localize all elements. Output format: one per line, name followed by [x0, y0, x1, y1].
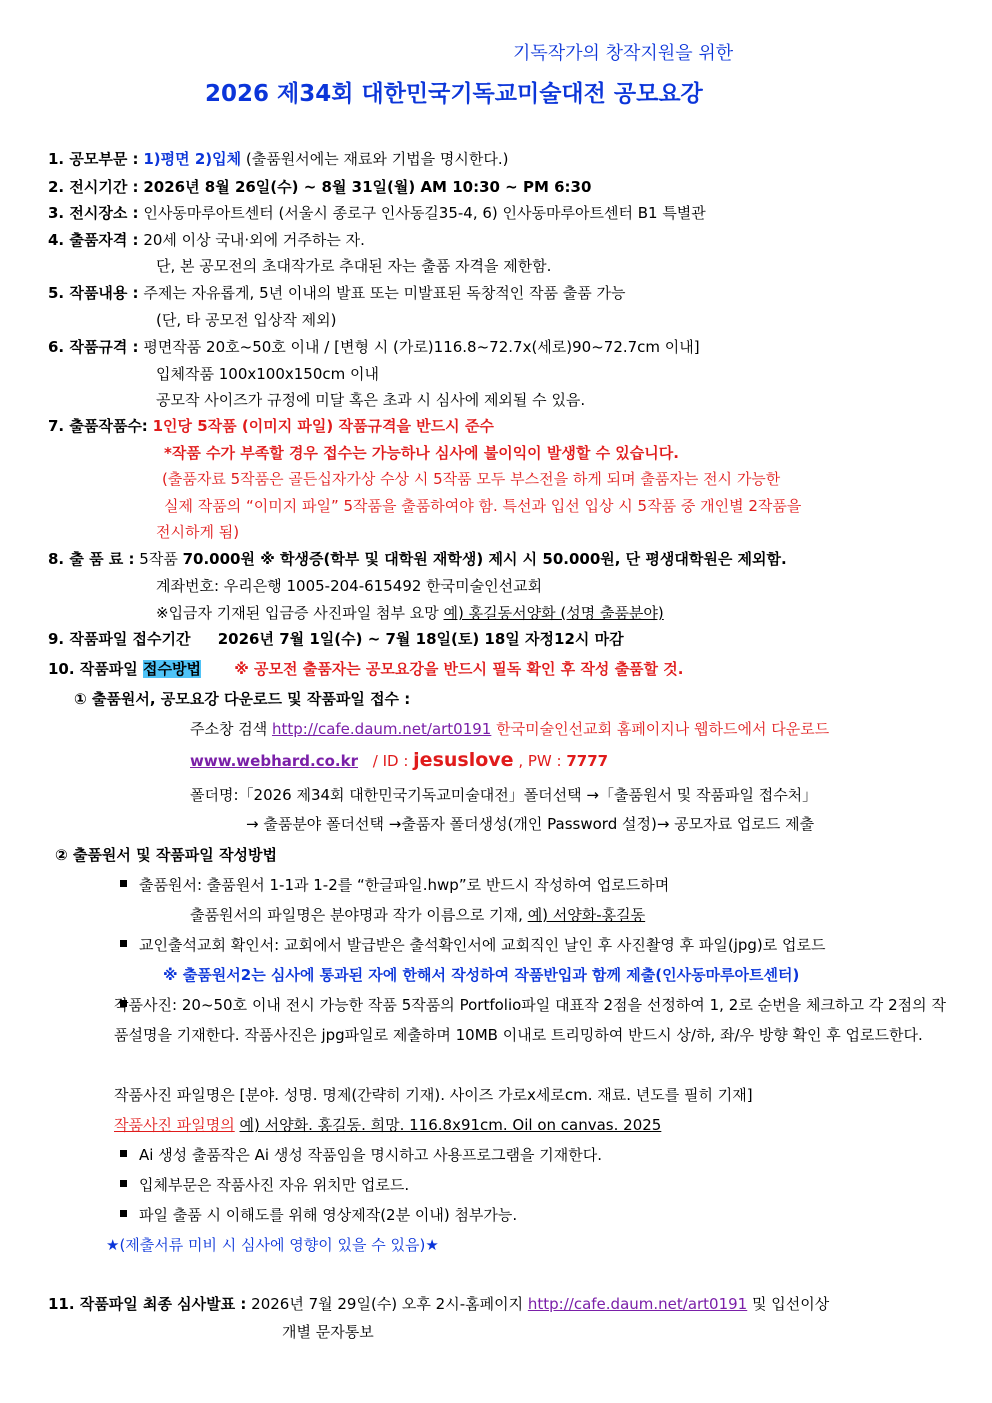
bullet-6	[120, 1205, 517, 1225]
webhard-link[interactable]: www.webhard.co.kr	[190, 752, 358, 770]
sub-1-webhard	[190, 750, 608, 771]
star-note: ★(제출서류 미비 시 심사에 영향이 있을 수 있음)★	[106, 1236, 439, 1254]
section-1-note: (출품원서에는 재료와 기법을 명시한다.)	[245, 150, 509, 168]
section-4-line1: 20세 이상 국내·외에 거주하는 자.	[143, 231, 365, 249]
section-2-label: 2. 전시기간 :	[48, 178, 139, 196]
section-4-line2: 단, 본 공모전의 초대작가로 추대된 자는 출품 자격을 제한함.	[156, 257, 552, 275]
section-5	[48, 283, 626, 303]
sub-1-search-suffix: 한국미술인선교회 홈페이지나 웹하드에서 다운로드	[496, 720, 830, 738]
section-6-line2: 입체작품 100x100x150cm 이내	[156, 365, 379, 383]
section-1-label: 1. 공모부문 :	[48, 150, 139, 168]
bullet-3-example	[114, 1115, 661, 1135]
section-11-suffix: 및 입선이상	[752, 1295, 830, 1313]
section-11	[48, 1294, 829, 1314]
page-title: 2026 제34회 대한민국기독교미술대전 공모요강	[205, 81, 703, 107]
bullet-5-text: 입체부문은 작품사진 자유 위치만 업로드.	[139, 1176, 410, 1194]
id-value: jesuslove	[413, 749, 514, 771]
bullet-3-example-value: 예) 서양화. 홍길동. 희망. 116.8x91cm. Oil on canvas. 2025	[239, 1116, 662, 1134]
section-7-line1: 1인당 5작품 (이미지 파일) 작품규격을 반드시 준수	[152, 417, 494, 435]
bullet-2	[120, 935, 826, 955]
section-11-label: 11. 작품파일 최종 심사발표 :	[48, 1295, 247, 1313]
section-11-line2: 개별 문자통보	[282, 1323, 374, 1341]
section-11-prefix: 2026년 7월 29일(수) 오후 2시-홈페이지	[251, 1295, 524, 1313]
section-3-label: 3. 전시장소 :	[48, 204, 139, 222]
bullet-2-note: ※ 출품원서2는 심사에 통과된 자에 한해서 작성하여 작품반입과 함께 제출(인사동마루아트센터)	[163, 966, 800, 984]
section-7-line5: 전시하게 됨)	[156, 523, 240, 541]
section-7-label: 7. 출품작품수:	[48, 417, 148, 435]
bullet-5	[120, 1175, 409, 1195]
section-5-label: 5. 작품내용 :	[48, 284, 139, 302]
section-1-value: 1)평면 2)입체	[143, 150, 242, 168]
section-6	[48, 337, 700, 357]
sub-1-folder1: 폴더명:「2026 제34회 대한민국기독교미술대전」폴더선택 →「출품원서 및 작품파일 접수처」	[190, 786, 818, 804]
section-7-line4: 실제 작품의 “이미지 파일” 5작품을 출품하여야 함. 특선과 입선 입상 시 5작품 중 개인별 2작품을	[164, 497, 802, 515]
pw-value: 7777	[566, 752, 609, 770]
section-10	[48, 659, 683, 679]
section-5-line2: (단, 타 공모전 입상작 제외)	[156, 311, 337, 329]
section-4	[48, 230, 365, 250]
sub-1-folder2: → 출품분야 폴더선택 →출품자 폴더생성(개인 Password 설정)→ 공모자료 업로드 제출	[246, 815, 815, 833]
section-2	[48, 177, 591, 197]
section-8-account: 계좌번호: 우리은행 1005-204-615492 한국미술인선교회	[156, 577, 543, 595]
bullet-square-icon	[120, 1150, 127, 1157]
bullet-3-text: 작품사진: 20~50호 이내 전시 가능한 작품 5작품의 Portfolio파일 대표작 2점을 선정하여 1, 2로 순번을 체크하고 각 2점의 작품설명을 기재한다. 작품사진은 jpg파일로 제출하며 10MB 이내로 트리밍하여 반드시 상/하, 좌/우 방향 확인 후 업로드한다.	[114, 996, 946, 1044]
bullet-4	[120, 1145, 602, 1165]
section-7	[48, 416, 494, 436]
bullet-square-icon	[120, 880, 127, 887]
section-10-label: 10. 작품파일	[48, 660, 138, 678]
section-3-value: 인사동마루아트센터 (서울시 종로구 인사동길35-4, 6) 인사동마루아트센터 B1 특별관	[143, 204, 706, 222]
bullet-3-example-prefix: 작품사진 파일명의	[114, 1116, 235, 1134]
section-6-line1: 평면작품 20호~50호 이내 / [변형 시 (가로)116.8~72.7x(세로)90~72.7cm 이내]	[143, 338, 700, 356]
sub-1-title: ① 출품원서, 공모요강 다운로드 및 작품파일 접수 :	[74, 690, 411, 708]
section-4-label: 4. 출품자격 :	[48, 231, 139, 249]
section-3	[48, 203, 706, 223]
sub-2-title: ② 출품원서 및 작품파일 작성방법	[55, 846, 277, 864]
section-5-line1: 주제는 자유롭게, 5년 이내의 발표 또는 미발표된 독창적인 작품 출품 가능	[143, 284, 626, 302]
bullet-square-icon	[120, 1210, 127, 1217]
sub-1-search	[190, 719, 829, 739]
section-10-warning: ※ 공모전 출품자는 공모요강을 반드시 필독 확인 후 작성 출품할 것.	[234, 660, 684, 678]
pw-label: , PW :	[518, 752, 562, 770]
bullet-1-line2-prefix: 출품원서의 파일명은 분야명과 작가 이름으로 기재,	[190, 906, 523, 924]
bullet-1-line2	[190, 905, 645, 925]
section-9	[48, 629, 624, 649]
section-2-value: 2026년 8월 26일(수) ~ 8월 31일(월) AM 10:30 ~ PM 6:30	[143, 178, 592, 196]
section-10-label-highlight: 접수방법	[143, 660, 201, 678]
section-1	[48, 149, 509, 169]
section-7-line2: *작품 수가 부족할 경우 접수는 가능하나 심사에 불이익이 발생할 수 있습니다.	[164, 444, 679, 462]
bullet-3-text-wrap	[114, 990, 946, 1050]
header-subtitle: 기독작가의 창작지원을 위한	[513, 43, 734, 64]
section-11-link[interactable]: http://cafe.daum.net/art0191	[527, 1295, 748, 1313]
section-8-label: 8. 출 품 료 :	[48, 550, 135, 568]
bullet-square-icon	[120, 1180, 127, 1187]
id-label: / ID :	[372, 752, 409, 770]
section-7-line3: (출품자료 5작품은 골든십자가상 수상 시 5작품 모두 부스전을 하게 되며 출품자는 전시 가능한	[162, 470, 781, 488]
bullet-1-line1: 출품원서: 출품원서 1-1과 1-2를 “한글파일.hwp”로 반드시 작성하여 업로드하며	[139, 876, 670, 894]
section-8	[48, 549, 787, 569]
section-8-note-prefix: ※입금자 기재된 입금증 사진파일 첨부 요망	[156, 604, 439, 622]
bullet-1	[120, 875, 669, 895]
section-8-note	[156, 603, 664, 623]
section-9-value: 2026년 7월 1일(수) ~ 7월 18일(토) 18일 자정12시 마감	[217, 630, 624, 648]
section-8-note-example: 예) 홍길동서양화 (성명 출품분야)	[443, 604, 664, 622]
bullet-3-format: 작품사진 파일명은 [분야. 성명. 명제(간략히 기재). 사이즈 가로x세로cm. 재료. 년도를 필히 기재]	[114, 1086, 753, 1104]
section-8-fee: 70.000원 ※ 학생증(학부 및 대학원 재학생) 제시 시 50.000원, 단 평생대학원은 제외함.	[182, 550, 787, 568]
bullet-4-text: Ai 생성 출품작은 Ai 생성 작품임을 명시하고 사용프로그램을 기재한다.	[139, 1146, 603, 1164]
bullet-square-icon	[120, 940, 127, 947]
sub-1-search-prefix: 주소창 검색	[190, 720, 268, 738]
section-8-fee-prefix: 5작품	[139, 550, 178, 568]
section-6-label: 6. 작품규격 :	[48, 338, 139, 356]
bullet-1-line2-example: 예) 서양화-홍길동	[527, 906, 646, 924]
section-6-line3: 공모작 사이즈가 규정에 미달 혹은 초과 시 심사에 제외될 수 있음.	[156, 391, 586, 409]
section-9-label: 9. 작품파일 접수기간	[48, 630, 191, 648]
bullet-2-text: 교인출석교회 확인서: 교회에서 발급받은 출석확인서에 교회직인 날인 후 사진촬영 후 파일(jpg)로 업로드	[139, 936, 826, 954]
cafe-link[interactable]: http://cafe.daum.net/art0191	[272, 720, 492, 738]
bullet-6-text: 파일 출품 시 이해도를 위해 영상제작(2분 이내) 첨부가능.	[139, 1206, 518, 1224]
